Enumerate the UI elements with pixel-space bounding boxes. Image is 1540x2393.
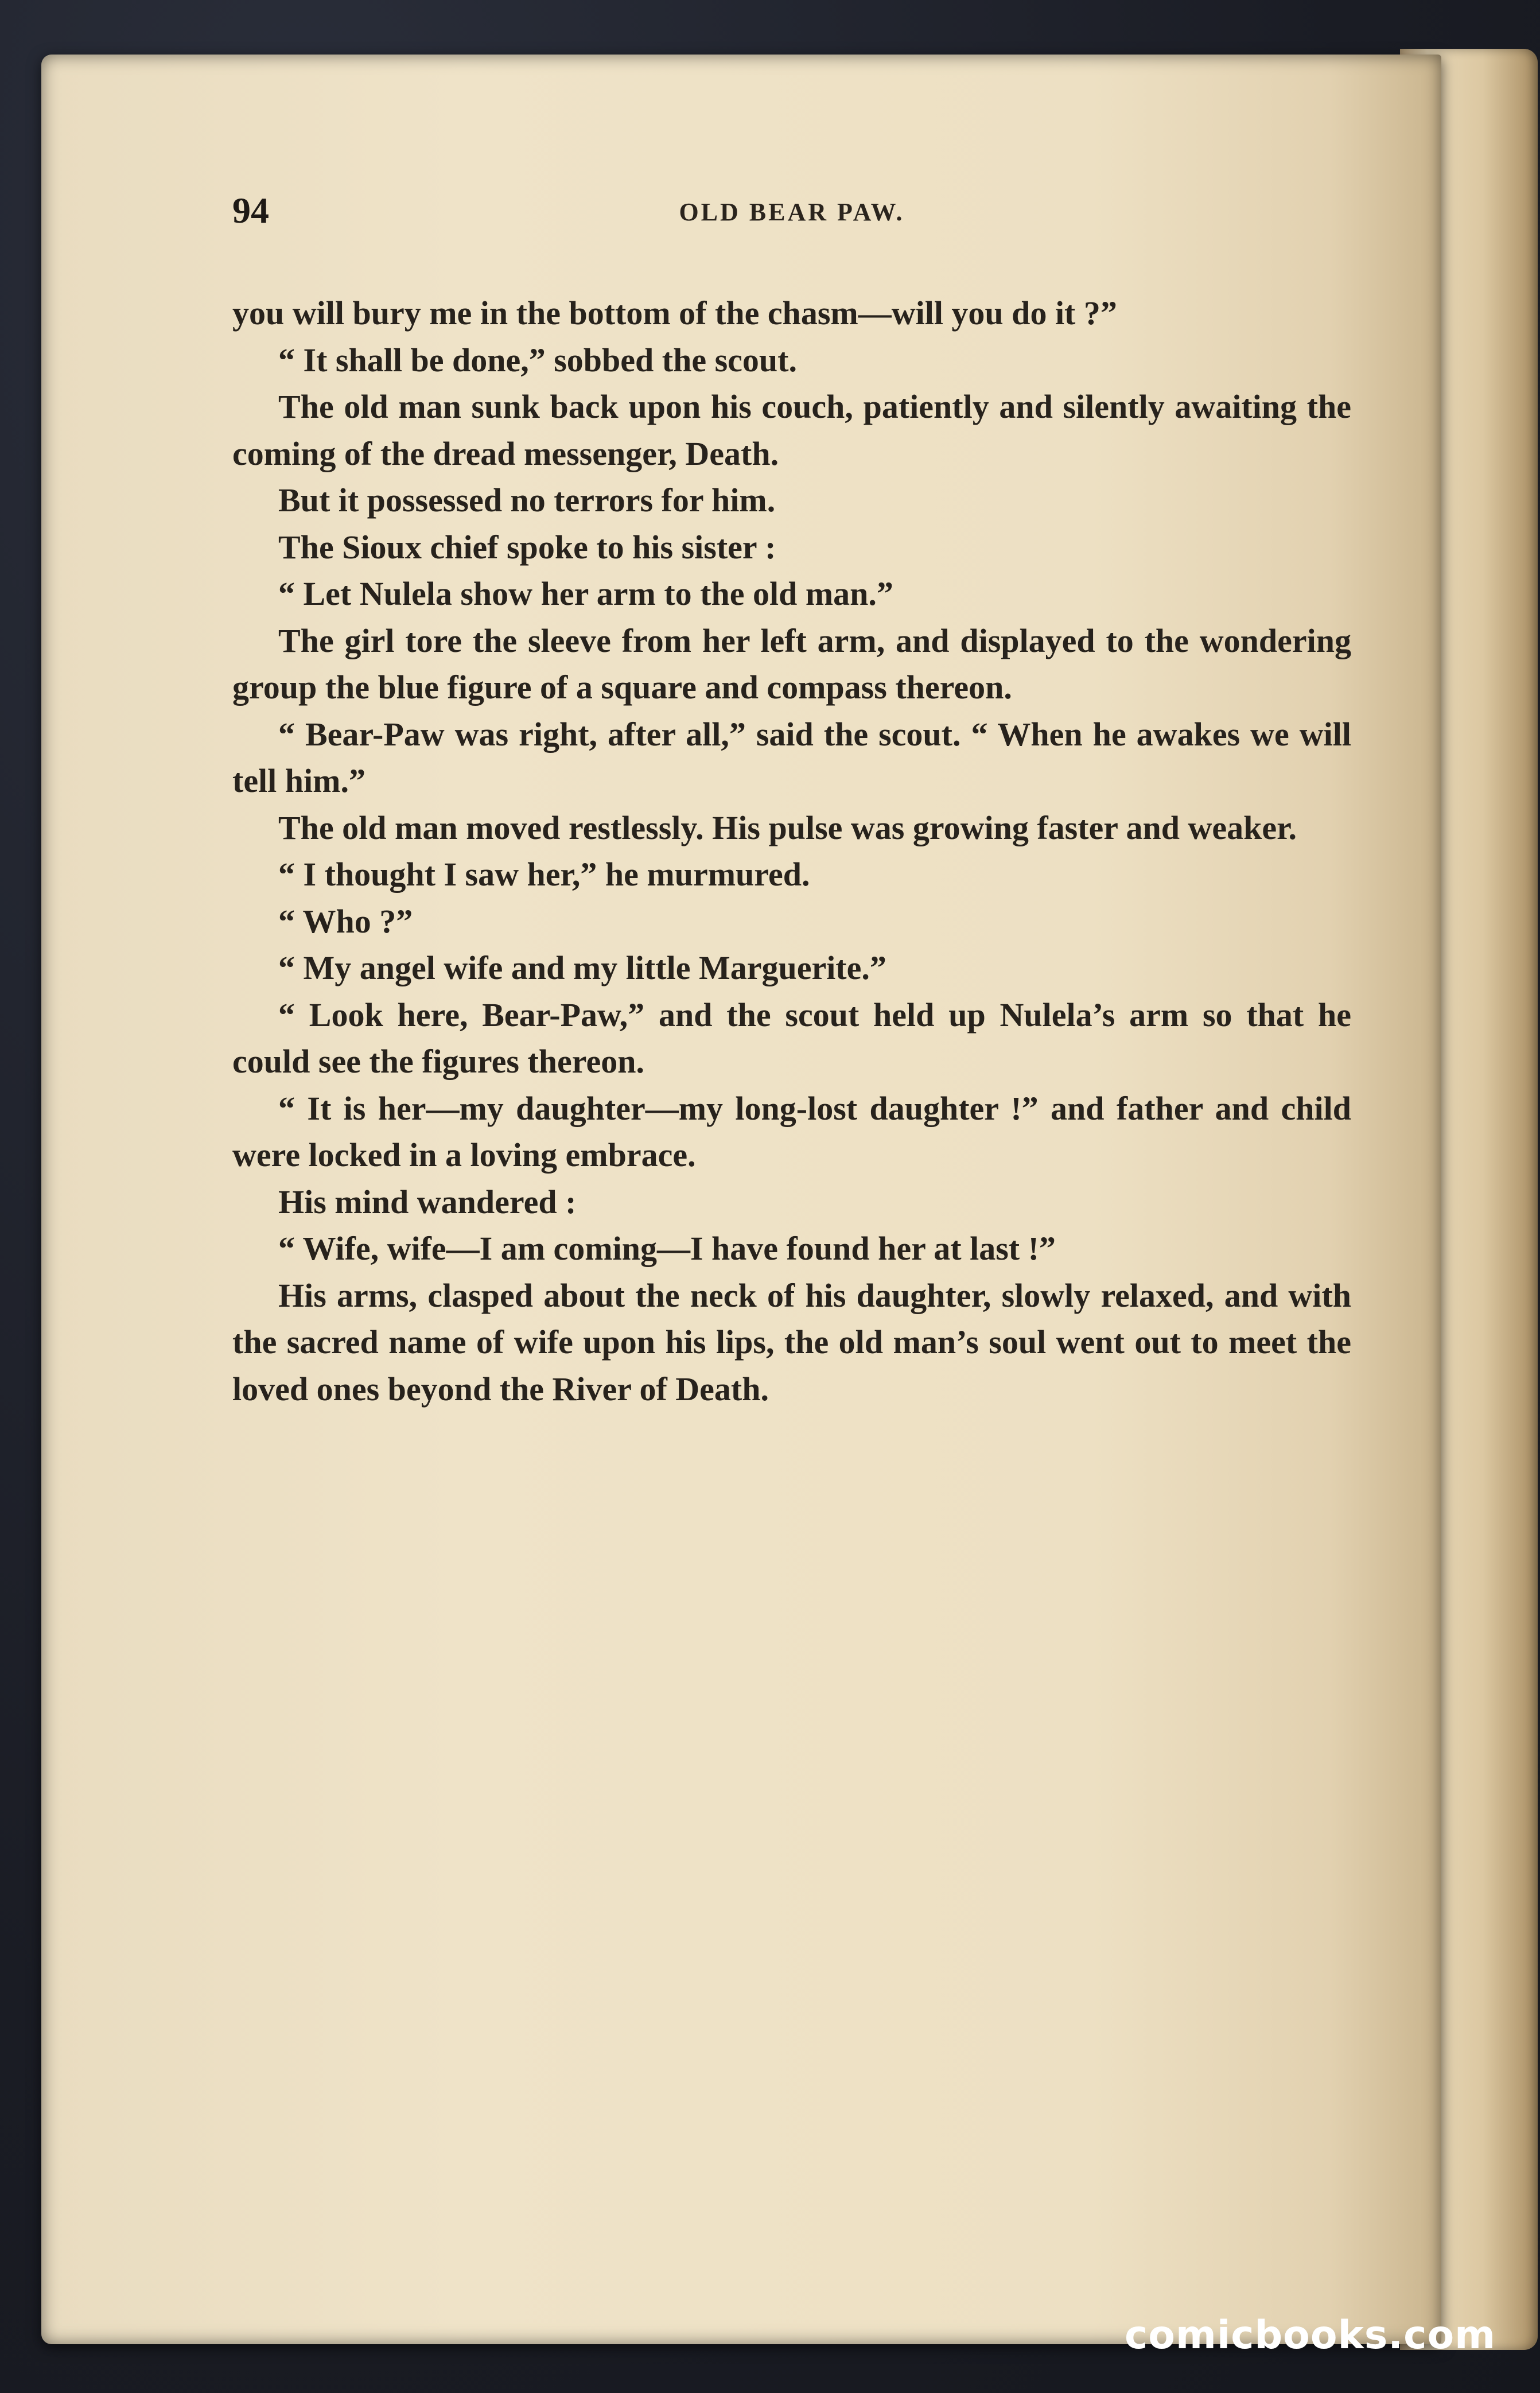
paragraph: But it possessed no terrors for him. [278, 481, 776, 519]
paragraph: you will bury me in the bottom of the chasm—will you do it ?” [232, 294, 1117, 332]
page-number: 94 [232, 190, 269, 231]
paragraph: The girl tore the sleeve from her left arm, and displayed to the wondering group the blue figure of a square and compass thereon. [232, 621, 1351, 706]
body-text [232, 290, 1351, 1412]
paragraph: “ It is her—my daughter—my long-lost daughter !” and father and child were locked in a loving embrace. [232, 1089, 1351, 1174]
paragraph: “ Who ?” [278, 902, 413, 940]
paragraph: His mind wandered : [278, 1183, 577, 1221]
running-head: OLD BEAR PAW. [679, 198, 905, 226]
paragraph: “ It shall be done,” sobbed the scout. [278, 341, 797, 379]
paragraph: The old man sunk back upon his couch, patiently and silently awaiting the coming of the dread messenger, Death. [232, 388, 1351, 472]
paragraph: His arms, clasped about the neck of his daughter, slowly relaxed, and with the sacred name of wife upon his lips, the old man’s soul went out to meet the loved ones beyond the River of Death. [232, 1276, 1351, 1408]
paragraph: “ Wife, wife—I am coming—I have found her at last !” [278, 1230, 1056, 1267]
site-watermark: comicbooks.com [1125, 2313, 1496, 2358]
paragraph: The Sioux chief spoke to his sister : [278, 528, 776, 566]
paragraph: “ Look here, Bear-Paw,” and the scout held up Nulela’s arm so that he could see the figures thereon. [232, 996, 1351, 1080]
paragraph: The old man moved restlessly. His pulse was growing faster and weaker. [278, 809, 1297, 846]
paragraph: “ I thought I saw her,” he murmured. [278, 856, 810, 893]
paragraph: “ Let Nulela show her arm to the old man.” [278, 575, 893, 612]
page-header [232, 189, 1351, 241]
paragraph: “ Bear-Paw was right, after all,” said the scout. “ When he awakes we will tell him.” [232, 715, 1351, 799]
paragraph: “ My angel wife and my little Marguerite.” [278, 949, 886, 986]
